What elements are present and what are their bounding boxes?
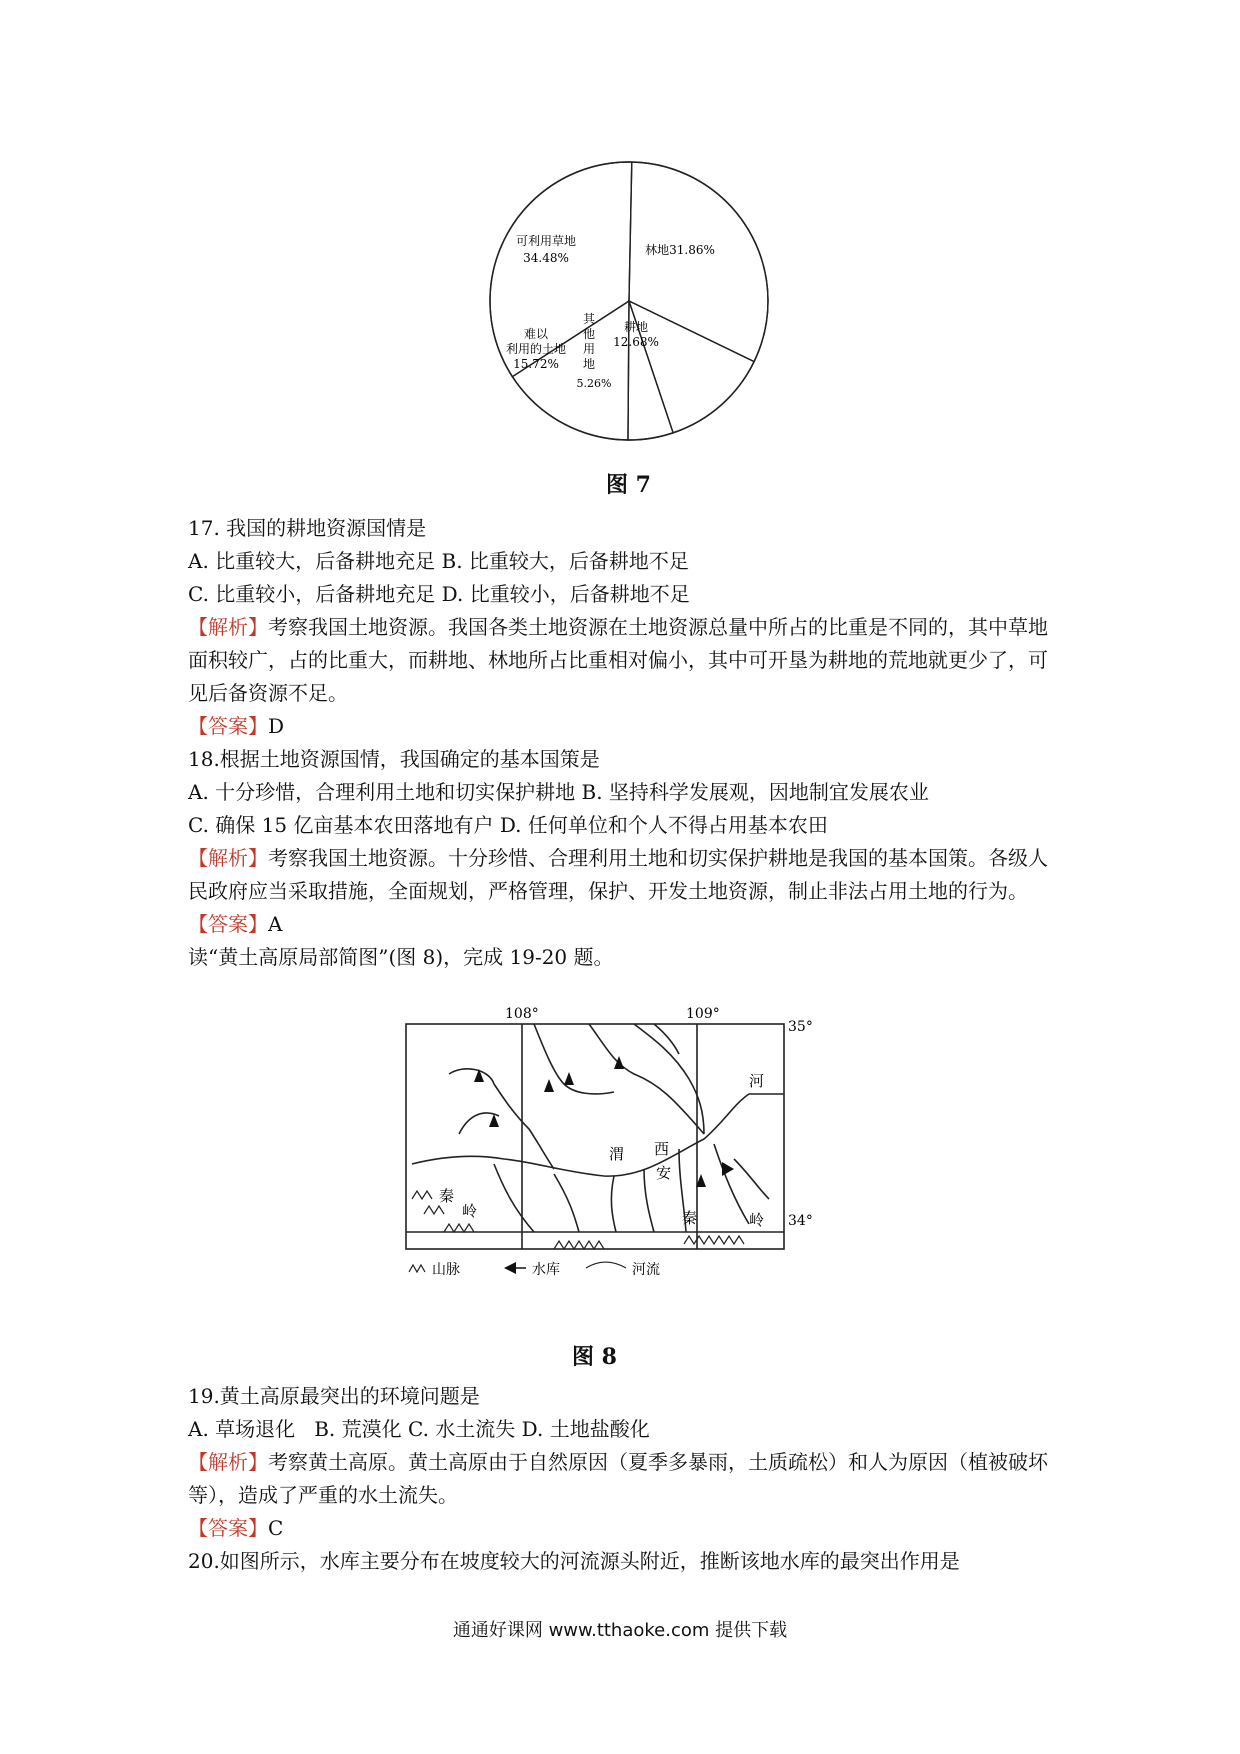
map-label-xi: 西 [654,1140,670,1158]
pie-label-arable-value: 12.68% [613,335,659,349]
q18-answer [188,908,1063,941]
q19-answer [188,1512,1063,1545]
loess-plateau-map [404,1004,834,1309]
q17-analysis [188,611,1063,710]
river [589,1024,704,1134]
q18-stem: 18.根据土地资源国情，我国确定的基本国策是 [188,747,600,771]
pie-label-other-char: 其 [582,312,596,326]
pie-label-other-char: 地 [582,357,596,371]
pie-label-other-value: 5.26% [576,377,612,390]
river [644,1169,654,1232]
legend-river-label: 河流 [632,1262,660,1278]
reservoir-icon [474,1069,484,1082]
legend-mountain-label: 山脉 [432,1262,460,1278]
lat-label-35: 35° [788,1019,813,1035]
map-label-ling-west: 岭 [462,1202,478,1220]
river [734,1159,769,1199]
q17-options-ab: A. 比重较大，后备耕地充足 B. 比重较大，后备耕地不足 [188,549,689,573]
mountain-icon [554,1241,604,1249]
legend-river-icon [586,1262,626,1268]
q17-answer [188,710,1063,743]
reservoir-icon [614,1056,624,1069]
question-content [188,512,1063,974]
legend-reservoir-label: 水库 [532,1262,560,1278]
pie-label-hard-name1: 难以 [523,327,549,341]
map-label-qin-west: 秦 [439,1187,455,1205]
answer-tag: 【答案】 [188,912,268,936]
page-footer: 通通好课网 www.tthaoke.com 提供下载 [452,1620,788,1641]
pie-label-other-char: 他 [582,327,596,341]
river [554,1174,579,1232]
pie-label-hard-value: 15.72% [513,357,559,371]
q19-options: A. 草场退化 B. 荒漠化 C. 水土流失 D. 土地盐酸化 [188,1417,650,1441]
river [449,1069,554,1169]
lon-label-109: 109° [686,1006,720,1022]
legend-mountain-icon [409,1265,425,1272]
river [494,1164,534,1232]
land-use-pie-chart [488,160,770,442]
figure-8-caption: 图 8 [572,1344,617,1370]
q17-stem: 17. 我国的耕地资源国情是 [188,516,427,540]
q19-analysis [188,1446,1063,1512]
pie-label-grass-value: 34.48% [523,251,569,265]
map-label-an: 安 [656,1164,672,1182]
analysis-tag: 【解析】 [188,615,268,639]
map-label-ling-east: 岭 [749,1211,765,1229]
q19-stem: 19.黄土高原最突出的环境问题是 [188,1384,480,1408]
pie-label-grass-name: 可利用草地 [515,234,577,248]
q20-stem: 20.如图所示，水库主要分布在坡度较大的河流源头附近，推断该地水库的最突出作用是 [188,1549,960,1573]
answer-value: A [268,912,283,936]
reservoir-icon [544,1079,554,1092]
legend-reservoir-icon [504,1262,516,1274]
wei-river [412,1094,784,1176]
river [611,1176,616,1232]
pie-label-other-char: 用 [582,342,596,356]
analysis-text: 考察我国土地资源。十分珍惜、合理利用土地和切实保护耕地是我国的基本国策。各级人民政府应当采取措施，全面规划，严格管理，保护、开发土地资源，制止非法占用土地的行为。 [188,846,1048,903]
answer-value: D [268,714,285,738]
answer-value: C [268,1516,284,1540]
answer-tag: 【答案】 [188,714,268,738]
q17-options-cd: C. 比重较小，后备耕地充足 D. 比重较小，后备耕地不足 [188,582,690,606]
reservoir-icon [564,1072,574,1085]
analysis-text: 考察黄土高原。黄土高原由于自然原因（夏季多暴雨，土质疏松）和人为原因（植被破坏等），造成了严重的水土流失。 [188,1450,1048,1507]
lat-label-34: 34° [788,1213,813,1229]
answer-tag: 【答案】 [188,1516,268,1540]
river [714,1144,749,1224]
pie-label-hard-name2: 利用的土地 [505,342,567,356]
analysis-tag: 【解析】 [188,846,268,870]
mountain-icon [684,1236,744,1244]
map-label-qin-east: 秦 [682,1209,698,1227]
q18-analysis [188,842,1063,908]
map-label-he: 河 [749,1072,765,1090]
figure-7-caption: 图 7 [606,472,651,498]
q18-options-cd: C. 确保 15 亿亩基本农田落地有户 D. 任何单位和个人不得占用基本农田 [188,813,828,837]
river [654,1024,679,1054]
lon-label-108: 108° [505,1006,539,1022]
map-label-wei: 渭 [609,1145,625,1163]
analysis-text: 考察我国土地资源。我国各类土地资源在土地资源总量中所占的比重是不同的，其中草地面积较广，占的比重大，而耕地、林地所占比重相对偏小，其中可开垦为耕地的荒地就更少了，可见后备资源不足。 [188,615,1048,705]
analysis-tag: 【解析】 [188,1450,268,1474]
q18-options-ab: A. 十分珍惜，合理利用土地和切实保护耕地 B. 坚持科学发展观，因地制宜发展农业 [188,780,929,804]
pie-label-arable-name: 耕地 [623,320,649,334]
question-content-lower [188,1380,1063,1578]
fig8-intro: 读“黄土高原局部简图”(图 8)，完成 19-20 题。 [188,945,614,969]
reservoir-icon [722,1162,734,1176]
pie-label-forest: 林地31.86% [645,243,715,257]
river [534,1024,614,1094]
